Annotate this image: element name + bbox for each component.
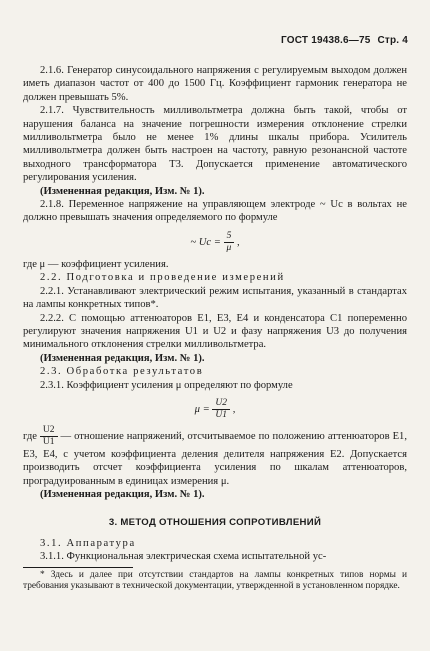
amendment-note: (Измененная редакция, Изм. № 1). [40, 489, 205, 501]
section-3-1-heading: 3.1. Аппаратура [40, 537, 136, 549]
gain-explanation [23, 425, 407, 488]
where-word: где [23, 430, 37, 442]
section-2-2-heading: 2.2. Подготовка и проведение измерений [40, 272, 285, 284]
formula-end: , [236, 236, 240, 248]
formula-denominator: μ [226, 242, 232, 253]
section-2-3-heading: 2.3. Обработка результатов [40, 366, 204, 378]
formula-left: μ = [194, 403, 210, 415]
standard-number: ГОСТ 19438.6—75 [281, 35, 371, 46]
ratio-description: — отношение напряжений, отсчитываемое по положению аттенюаторов Е1, Е3, Е4, с учетом коэффициента деления делителя напряжения Е2. Допускается производить отсчет коэффициента усиления по шкалам аттенюаторов, проградуированным в единицах измерения μ. [23, 430, 408, 487]
paragraph-2-1-8: 2.1.8. Переменное напряжение на управляющем электроде ~ Uc в вольтах не должно превышать значения определяемого по формуле [23, 199, 407, 224]
formula-numerator: 5 [224, 231, 235, 243]
ratio-numerator: U2 [40, 425, 58, 437]
amendment-note: (Измененная редакция, Изм. № 1). [40, 352, 205, 364]
formula-fraction [212, 398, 230, 421]
formula-voltage-limit [23, 231, 407, 254]
section-3-heading: 3. МЕТОД ОТНОШЕНИЯ СОПРОТИВЛЕНИЙ [108, 516, 322, 528]
amendment-note: (Измененная редакция, Изм. № 1). [40, 185, 205, 197]
page-header [281, 34, 408, 47]
page-number: Стр. 4 [377, 35, 408, 46]
formula-fraction [224, 231, 235, 254]
formula-left: ~ Uc = [190, 236, 221, 248]
paragraph-2-1-7: 2.1.7. Чувствительность милливольтметра должна быть такой, чтобы от нарушения баланса на значение погрешности измерения отклонение стрелки милливольтметра было не менее 1% длины шкалы прибора. Усилитель милливольтметра должен быть настроен на частоту, равную резонансной частоте выходного трансформатора Т3. Допускается применение автоматического регулирования усиления. [23, 105, 407, 184]
paragraph-2-1-6: 2.1.6. Генератор синусоидального напряжения с регулируемым выходом должен иметь диапазон частот от 400 до 1500 Гц. Коэффициент гармоник генератора не должен превышать 5%. [23, 65, 407, 103]
ratio-denominator: U1 [42, 436, 55, 447]
footnote-divider [23, 567, 133, 568]
page-body [23, 64, 407, 593]
formula-end: , [232, 403, 236, 415]
footnote: * Здесь и далее при отсутствии стандартов на лампы конкретных типов нормы и требования указывают в технической документации, утвержденной в установленном порядке. [23, 569, 407, 592]
formula-numerator: U2 [212, 398, 230, 410]
paragraph-2-2-1: 2.2.1. Устанавливают электрический режим испытания, указанный в стандартах на лампы конкретных типов*. [23, 285, 407, 311]
formula-gain [23, 398, 407, 421]
formula-denominator: U1 [215, 409, 228, 420]
formula-explanation: где μ — коэффициент усиления. [23, 258, 169, 270]
paragraph-2-2-2: 2.2.2. С помощью аттенюаторов Е1, Е3, Е4 и конденсатора С1 попеременно регулируют значения напряжения U1 и U2 и фазу напряжения U3 до получения минимального отклонения стрелки милливольтметра. [23, 312, 407, 351]
ratio-fraction [40, 425, 58, 448]
paragraph-2-3-1: 2.3.1. Коэффициент усиления μ определяют по формуле [40, 379, 293, 391]
paragraph-3-1-1: 3.1.1. Функциональная электрическая схема испытательной ус- [40, 551, 327, 563]
